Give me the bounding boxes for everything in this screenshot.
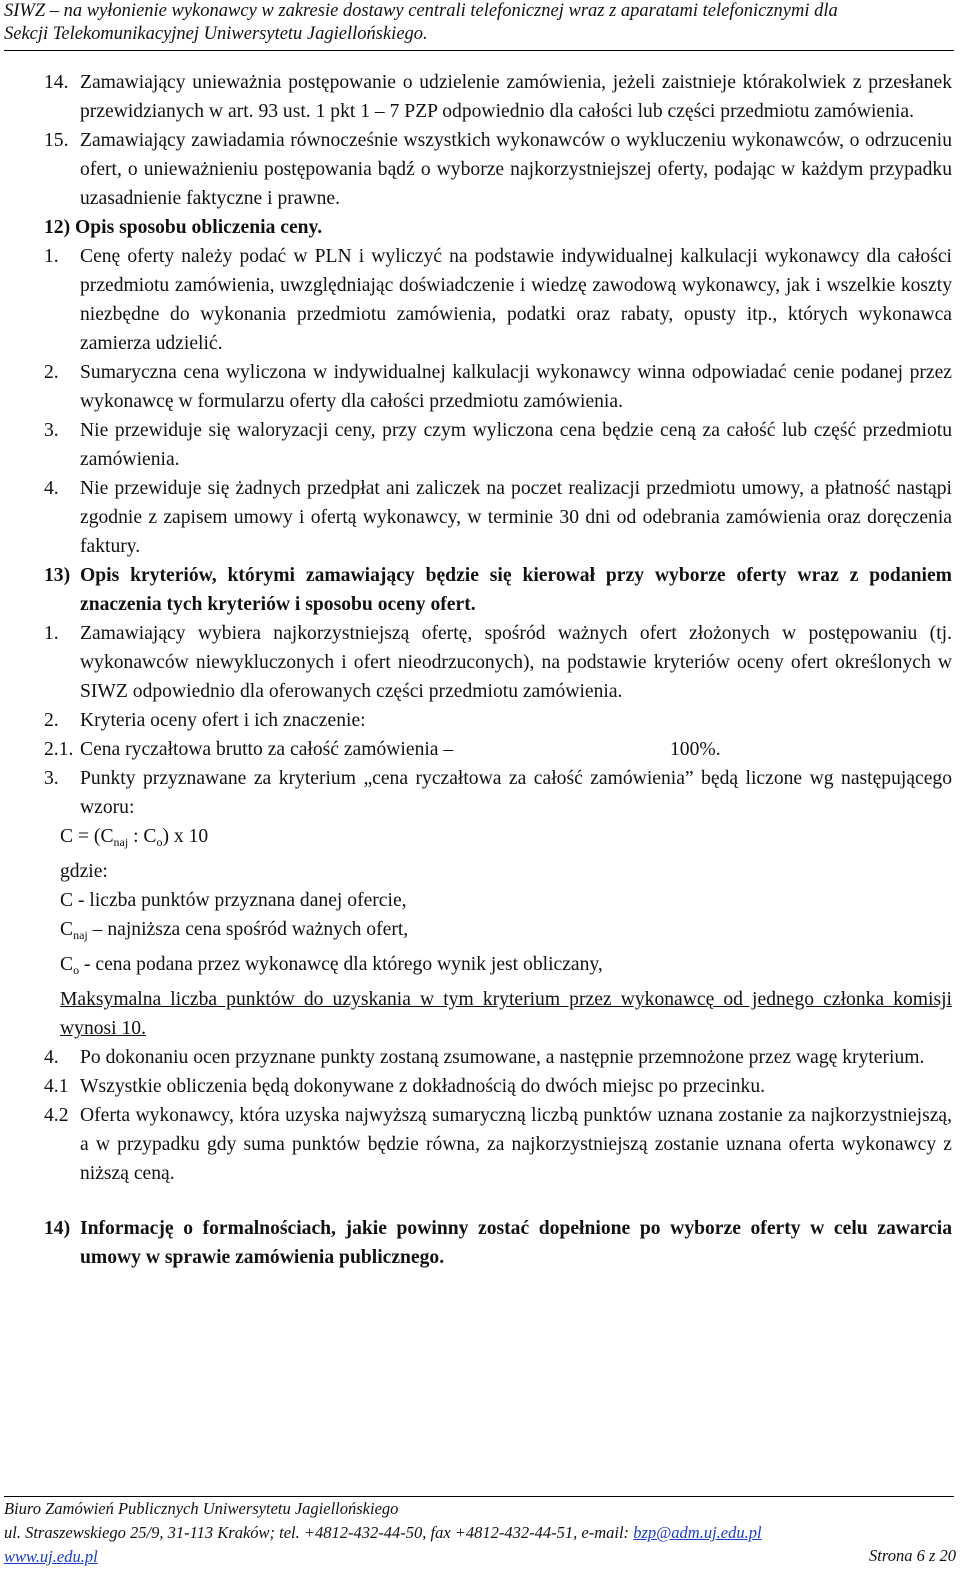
item-text: Punkty przyznawane za kryterium „cena ryczałtowa za całość zamówienia” będą liczone wg następującego wzoru:: [80, 768, 952, 818]
item-number: 4.: [44, 1047, 59, 1068]
criterion-weight: 100%.: [670, 739, 721, 760]
item-number: 4.: [44, 478, 59, 499]
formula-left: C = (C: [60, 826, 114, 847]
item-number: 2.: [44, 710, 59, 731]
section-number: 14): [44, 1218, 71, 1239]
item-number: 3.: [44, 420, 59, 441]
def-subscript: naj: [73, 928, 88, 942]
formula-right: ) x 10: [162, 826, 209, 847]
formula-where: gdzie:: [60, 861, 108, 882]
paragraph-15: [44, 126, 952, 213]
def-subscript: o: [73, 963, 80, 977]
section-13-item-4-2: [44, 1101, 952, 1188]
footer-office: Biuro Zamówień Publicznych Uniwersytetu Jagiellońskiego: [4, 1499, 399, 1518]
page-number: Strona 6 z 20: [869, 1546, 956, 1565]
item-number: 3.: [44, 768, 59, 789]
formula-mid: : C: [128, 826, 157, 847]
paragraph-14: [44, 68, 952, 126]
section-13-item-4-1: [44, 1072, 952, 1101]
website-link[interactable]: www.uj.edu.pl: [4, 1547, 98, 1566]
section-12-item-1: [44, 242, 952, 358]
section-12-title: 12) Opis sposobu obliczenia ceny.: [44, 217, 323, 238]
paragraph-number: 14.: [44, 72, 69, 93]
formula-subscript-naj: naj: [113, 835, 129, 849]
document-body: [44, 68, 952, 1272]
header-line-2: Sekcji Telekomunikacyjnej Uniwersytetu Jagiellońskiego.: [4, 24, 428, 44]
section-13-item-3: [44, 764, 952, 822]
section-13-item-2-1: [44, 735, 952, 764]
item-text: Sumaryczna cena wyliczona w indywidualnej kalkulacji wykonawcy winna odpowiadać cenie podanej przez wykonawcę w formularzu oferty dla całości przedmiotu zamówienia.: [80, 362, 952, 412]
section-13-title: [44, 561, 952, 619]
header-line-1: SIWZ – na wyłonienie wykonawcy w zakresie dostawy centrali telefonicznej wraz z aparatami telefonicznymi dla: [4, 1, 838, 21]
section-12-item-2: [44, 358, 952, 416]
section-title-text: Informację o formalnościach, jakie powinny zostać dopełnione po wyborze oferty w celu zawarcia umowy w sprawie zamówienia publicznego.: [80, 1218, 952, 1268]
section-12-item-3: [44, 416, 952, 474]
item-text: Nie przewiduje się waloryzacji ceny, przy czym wyliczona cena będzie ceną za całość lub część przedmiotu zamówienia.: [80, 420, 952, 470]
item-number: 2.1.: [44, 739, 74, 760]
section-title-text: Opis kryteriów, którymi zamawiający będzie się kierował przy wyborze oferty wraz z podaniem znaczenia tych kryteriów i sposobu oceny ofert.: [80, 565, 952, 615]
item-number: 1.: [44, 246, 59, 267]
formula-subscript-o: o: [156, 835, 163, 849]
item-number: 4.1: [44, 1076, 69, 1097]
section-13-item-1: [44, 619, 952, 706]
definition-co: [44, 950, 952, 985]
item-text: Wszystkie obliczenia będą dokonywane z dokładnością do dwóch miejsc po przecinku.: [80, 1076, 766, 1097]
section-13-item-4: [44, 1043, 952, 1072]
page-header: [4, 0, 954, 51]
section-14-title: [44, 1214, 952, 1272]
item-text: Zamawiający wybiera najkorzystniejszą ofertę, spośród ważnych ofert złożonych w postępowaniu (tj. wykonawców niewykluczonych i ofert nieodrzuconych), na podstawie kryteriów oceny ofert określonych w SIWZ odpowiednio dla oferowanych części przedmiotu zamówienia.: [80, 623, 952, 702]
def-text: - cena podana przez wykonawcę dla którego wynik jest obliczany,: [79, 954, 603, 975]
section-number: 13): [44, 565, 71, 586]
paragraph-text: Zamawiający unieważnia postępowanie o udzielenie zamówienia, jeżeli zaistnieje którakolwiek z przesłanek przewidzianych w art. 93 ust. 1 pkt 1 – 7 PZP odpowiednio dla całości lub części przedmiotu zamówienia.: [80, 72, 952, 122]
formula: [44, 822, 952, 857]
paragraph-text: Zamawiający zawiadamia równocześnie wszystkich wykonawców o wykluczeniu wykonawców, o odrzuceniu ofert, o unieważnieniu postępowania bądź o wyborze najkorzystniejszej oferty, podając w każdym przypadku uzasadnienie faktyczne i prawne.: [80, 130, 952, 209]
item-text: Po dokonaniu ocen przyznane punkty zostaną zsumowane, a następnie przemnożone przez wagę kryterium.: [80, 1047, 925, 1068]
item-number: 1.: [44, 623, 59, 644]
page-footer: [4, 1496, 954, 1569]
paragraph-number: 15.: [44, 130, 69, 151]
section-13-item-2: [44, 706, 952, 735]
max-points-note: Maksymalna liczba punktów do uzyskania w tym kryterium przez wykonawcę od jednego członka komisji wynosi 10.: [60, 989, 952, 1039]
def-text: – najniższa cena spośród ważnych ofert,: [87, 919, 409, 940]
def-symbol: C: [60, 954, 74, 975]
item-number: 2.: [44, 362, 59, 383]
item-text: Nie przewiduje się żadnych przedpłat ani zaliczek na poczet realizacji przedmiotu umowy, a płatność nastąpi zgodnie z zapisem umowy i ofertą wykonawcy, w terminie 30 dni od odebrania zamówienia oraz doręczenia faktury.: [80, 478, 952, 557]
definition-c: C - liczba punktów przyznana danej ofercie,: [60, 890, 407, 911]
footer-contact: [4, 1521, 954, 1545]
email-link[interactable]: bzp@adm.uj.edu.pl: [633, 1523, 762, 1542]
item-text: Kryteria oceny ofert i ich znaczenie:: [80, 710, 366, 731]
item-text: Cena ryczałtowa brutto za całość zamówienia –: [80, 739, 454, 760]
footer-address: ul. Straszewskiego 25/9, 31-113 Kraków; tel. +4812-432-44-50, fax +4812-432-44-51, e-mail:: [4, 1523, 634, 1542]
def-symbol: C: [60, 919, 74, 940]
item-text: Cenę oferty należy podać w PLN i wyliczyć na podstawie indywidualnej kalkulacji wykonawcy dla całości przedmiotu zamówienia, uwzględniając doświadczenie i wiedzę zawodową wykonawcy, jak i wszelkie koszty niezbędne do wykonania przedmiotu zamówienia, podatki oraz rabaty, opusty itp., których wykonawca zamierza udzielić.: [80, 246, 952, 354]
section-12-item-4: [44, 474, 952, 561]
item-number: 4.2: [44, 1105, 69, 1126]
definition-cnaj: [44, 915, 952, 950]
item-text: Oferta wykonawcy, która uzyska najwyższą sumaryczną liczbą punktów uznana zostanie za najkorzystniejszą, a w przypadku gdy suma punktów będzie równa, za najkorzystniejszą zostanie uznana oferta wykonawcy z niższą ceną.: [80, 1105, 952, 1184]
